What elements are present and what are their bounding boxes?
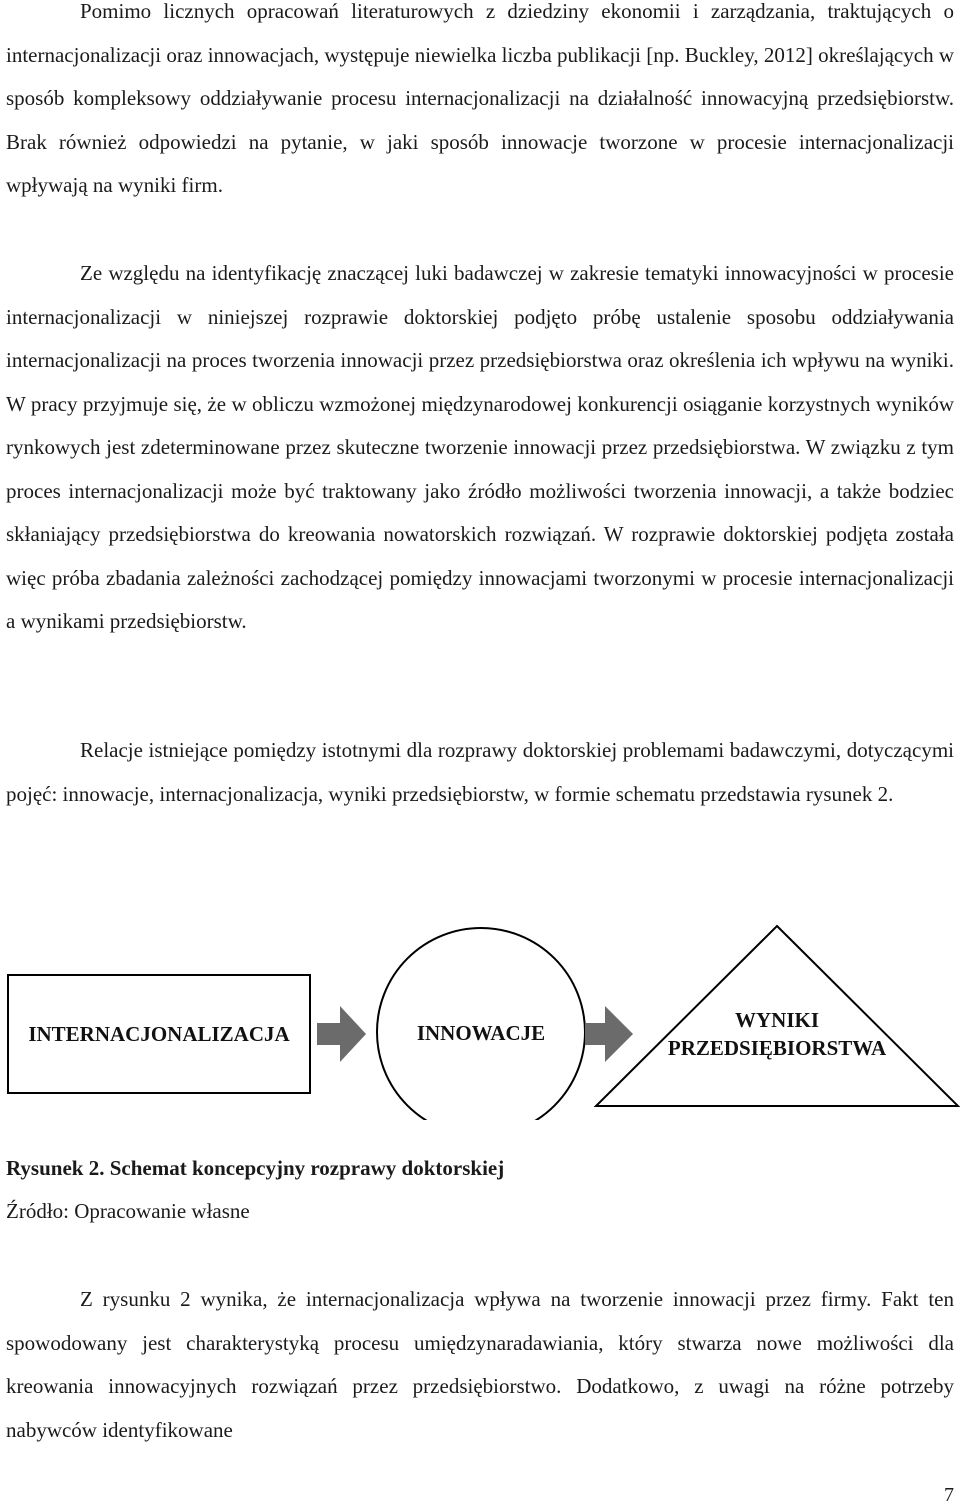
figure-caption: Rysunek 2. Schemat koncepcyjny rozprawy doktorskiej bbox=[6, 1156, 505, 1180]
arrow-right-icon bbox=[317, 1006, 366, 1062]
arrow-right-icon bbox=[585, 1006, 633, 1062]
paragraph-1: Pomimo licznych opracowań literaturowych z dziedziny ekonomii i zarządzania, traktujących o internacjonalizacji oraz innowacjach, występuje niewielka liczba publikacji [np. Buckley, 2012] określających w sposób kompleksowy oddziaływanie procesu internacjonalizacji na działalność innowacyjną przedsiębiorstw. Brak również odpowiedzi na pytanie, w jaki sposób innowacje tworzone w procesie internacjonalizacji wpływają na wyniki firm. bbox=[6, 0, 954, 197]
internationalization-label: INTERNACJONALIZACJA bbox=[28, 1022, 290, 1046]
paragraph-3: Relacje istniejące pomiędzy istotnymi dla rozprawy doktorskiej problemami badawczymi, dotyczącymi pojęć: innowacje, internacjonalizacja, wyniki przedsiębiorstw, w formie schematu przedstawia rysunek 2. bbox=[6, 738, 954, 806]
paragraph-4: Z rysunku 2 wynika, że internacjonalizacja wpływa na tworzenie innowacji przez firmy. Fakt ten spowodowany jest charakterystyką procesu umiędzynaradawiania, który stwarza nowe możliwości dla kreowania innowacyjnych rozwiązań przez przedsiębiorstwo. Dodatkowo, z uwagi na różne potrzeby nabywców identyfikowane bbox=[6, 1287, 954, 1442]
results-label-line1: WYNIKI bbox=[734, 1008, 820, 1032]
innovation-label: INNOWACJE bbox=[416, 1021, 546, 1045]
results-label-line2: PRZEDSIĘBIORSTWA bbox=[667, 1036, 887, 1060]
paragraph-2: Ze względu na identyfikację znaczącej luki badawczej w zakresie tematyki innowacyjności w procesie internacjonalizacji w niniejszej rozprawie doktorskiej podjęto próbę ustalenie sposobu oddziaływania internacjonalizacji na proces tworzenia innowacji przez przedsiębiorstwa oraz określenia ich wpływu na wyniki. W pracy przyjmuje się, że w obliczu wzmożonej międzynarodowej konkurencji osiąganie korzystnych wyników rynkowych jest zdeterminowane przez skuteczne tworzenie innowacji przez przedsiębiorstwa. W związku z tym proces internacjonalizacji może być traktowany jako źródło możliwości tworzenia innowacji, a także bodziec skłaniający przedsiębiorstwa do kreowania nowatorskich rozwiązań. W rozprawie doktorskiej podjęta została więc próba zbadania zależności zachodzącej pomiędzy innowacjami tworzonymi w procesie internacjonalizacji a wynikami przedsiębiorstw. bbox=[6, 261, 954, 633]
page-number: 7 bbox=[944, 1484, 954, 1506]
conceptual-diagram bbox=[0, 920, 960, 1120]
figure-source: Źródło: Opracowanie własne bbox=[6, 1199, 250, 1223]
